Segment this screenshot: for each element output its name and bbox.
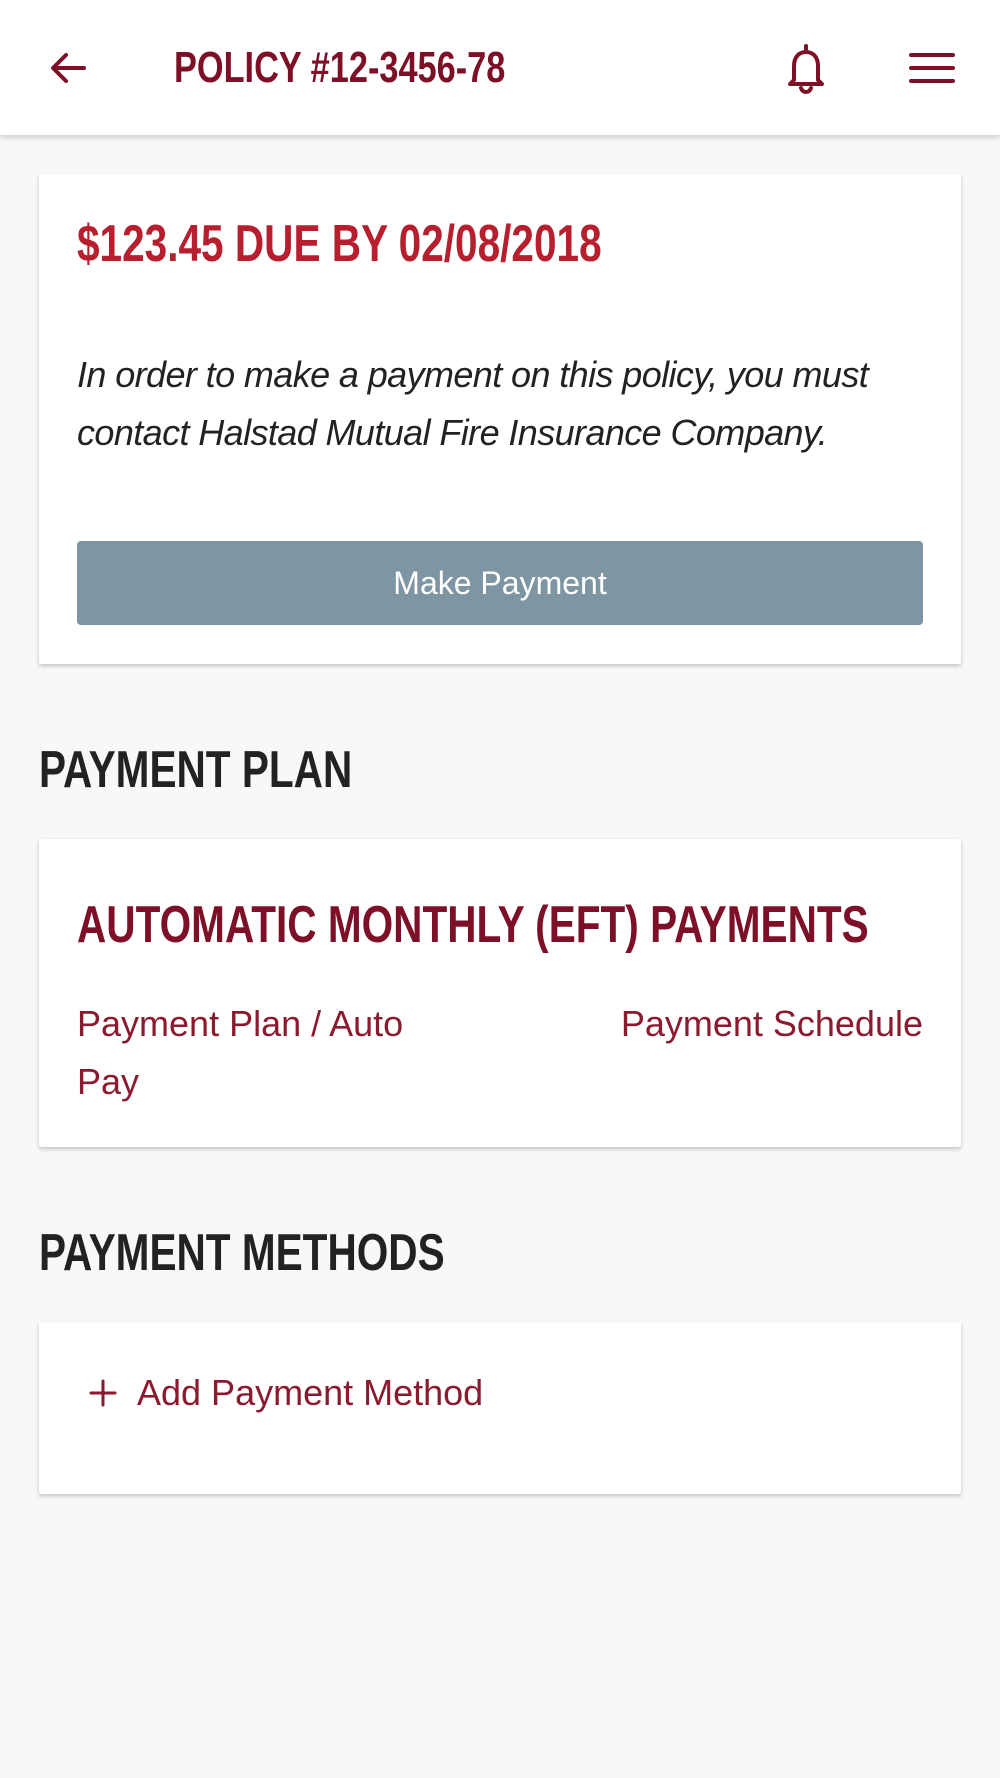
- amount-due-card: [39, 174, 961, 664]
- payment-plan-auto-pay-link[interactable]: Payment Plan / Auto Pay: [77, 1003, 404, 1102]
- page-title: POLICY #12-3456-78: [174, 43, 506, 92]
- payment-plan-card: [39, 839, 961, 1147]
- bell-icon: [782, 42, 830, 94]
- payment-methods-heading: PAYMENT METHODS: [39, 1224, 445, 1282]
- menu-button[interactable]: [900, 36, 964, 100]
- add-payment-method-button[interactable]: [83, 1364, 483, 1422]
- add-payment-method-label: Add Payment Method: [137, 1372, 484, 1413]
- payment-plan-title: AUTOMATIC MONTHLY (EFT) PAYMENTS: [77, 896, 869, 954]
- make-payment-button[interactable]: Make Payment: [77, 541, 923, 625]
- amount-due-title: $123.45 DUE BY 02/08/2018: [77, 215, 602, 273]
- hamburger-menu-icon: [909, 50, 955, 86]
- app-header: [0, 0, 1000, 135]
- payment-plan-heading: PAYMENT PLAN: [39, 741, 353, 799]
- back-button[interactable]: [36, 36, 100, 100]
- arrow-left-icon: [46, 46, 90, 90]
- payment-schedule-link[interactable]: Payment Schedule: [620, 1003, 923, 1044]
- payment-methods-card: [39, 1322, 961, 1494]
- plus-icon: [83, 1373, 123, 1413]
- payment-contact-note: In order to make a payment on this policy, you must contact Halstad Mutual Fire Insurance Company.: [77, 354, 869, 453]
- notifications-button[interactable]: [774, 36, 838, 100]
